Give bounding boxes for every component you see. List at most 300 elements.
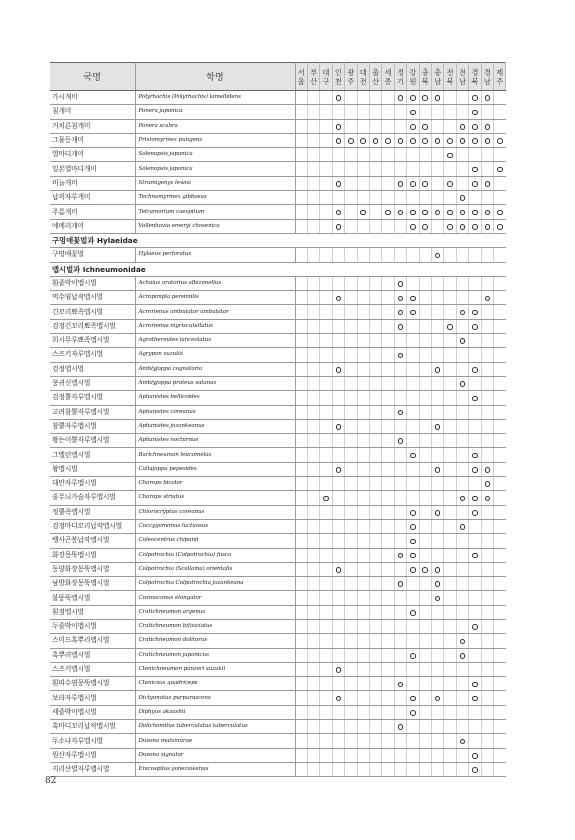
region-cell xyxy=(382,319,394,333)
region-cell xyxy=(444,105,456,119)
korean-name-cell: 일본열마디개미 xyxy=(50,162,135,176)
region-cell xyxy=(357,491,369,505)
region-cell xyxy=(456,119,468,133)
region-cell xyxy=(307,348,319,362)
presence-circle-icon xyxy=(410,524,416,530)
region-header: 서 울 xyxy=(295,63,307,91)
region-cell xyxy=(320,291,332,305)
presence-circle-icon xyxy=(360,210,366,216)
region-cell xyxy=(332,577,344,591)
region-cell xyxy=(444,319,456,333)
region-cell xyxy=(469,305,481,319)
region-cell xyxy=(456,105,468,119)
region-cell xyxy=(469,591,481,605)
presence-circle-icon xyxy=(472,467,478,473)
presence-circle-icon xyxy=(398,138,404,144)
region-cell xyxy=(431,448,443,462)
region-cell xyxy=(345,162,357,176)
region-cell xyxy=(307,762,319,776)
region-cell xyxy=(456,434,468,448)
presence-circle-icon xyxy=(447,181,453,187)
region-cell xyxy=(382,119,394,133)
region-cell xyxy=(494,605,506,619)
region-cell xyxy=(369,362,381,376)
region-cell xyxy=(320,105,332,119)
korean-name-cell: 뱅사곤봉납작맵시벌 xyxy=(50,534,135,548)
region-cell xyxy=(456,405,468,419)
region-cell xyxy=(394,191,406,205)
presence-circle-icon xyxy=(472,210,478,216)
korean-name-cell: 스즈키자루맵시벌 xyxy=(50,348,135,362)
presence-circle-icon xyxy=(485,467,491,473)
region-cell xyxy=(456,477,468,491)
presence-circle-icon xyxy=(336,696,342,702)
region-cell xyxy=(456,419,468,433)
korean-name-cell: 왕는이뿔자루맵시벌 xyxy=(50,434,135,448)
region-cell xyxy=(320,591,332,605)
korean-name-cell: 검정긴꼬리뾰족맵시벌 xyxy=(50,319,135,333)
korean-name-cell: 흰띠수염뭉뚝맵시벌 xyxy=(50,677,135,691)
region-cell xyxy=(369,662,381,676)
table-row xyxy=(50,648,506,662)
region-cell xyxy=(444,376,456,390)
region-cell xyxy=(307,205,319,219)
region-cell xyxy=(494,133,506,147)
presence-circle-icon xyxy=(398,724,404,730)
region-cell xyxy=(481,748,493,762)
region-cell xyxy=(345,119,357,133)
region-cell xyxy=(419,205,431,219)
region-cell xyxy=(481,448,493,462)
region-cell xyxy=(419,734,431,748)
presence-circle-icon xyxy=(435,138,441,144)
presence-circle-icon xyxy=(398,324,404,330)
region-cell xyxy=(456,691,468,705)
korean-name-cell: 불뚱뚝맵시벌 xyxy=(50,591,135,605)
region-cell xyxy=(332,391,344,405)
region-cell xyxy=(469,548,481,562)
presence-circle-icon xyxy=(472,124,478,130)
region-cell xyxy=(332,734,344,748)
region-cell xyxy=(456,677,468,691)
table-row xyxy=(50,548,506,562)
region-cell xyxy=(394,734,406,748)
scientific-name-cell: Coccygomimus luctuosus xyxy=(135,519,295,533)
region-cell xyxy=(369,276,381,290)
region-cell xyxy=(357,577,369,591)
presence-circle-icon xyxy=(398,95,404,101)
region-cell xyxy=(394,162,406,176)
region-cell xyxy=(332,91,344,105)
presence-circle-icon xyxy=(460,496,466,502)
region-cell xyxy=(394,176,406,190)
region-cell xyxy=(369,677,381,691)
region-cell xyxy=(431,419,443,433)
region-cell xyxy=(382,291,394,305)
region-cell xyxy=(469,219,481,233)
region-cell xyxy=(444,577,456,591)
presence-circle-icon xyxy=(485,496,491,502)
region-cell xyxy=(456,334,468,348)
presence-circle-icon xyxy=(435,253,441,259)
region-cell xyxy=(345,605,357,619)
region-cell xyxy=(307,734,319,748)
region-cell xyxy=(481,534,493,548)
scientific-name-cell: Agrothereutes lanceolatus xyxy=(135,334,295,348)
region-cell xyxy=(456,191,468,205)
region-cell xyxy=(357,677,369,691)
region-cell xyxy=(369,291,381,305)
scientific-name-cell: Strumigenys lewisi xyxy=(135,176,295,190)
table-row xyxy=(50,505,506,519)
region-cell xyxy=(357,605,369,619)
table-row xyxy=(50,577,506,591)
region-cell xyxy=(469,705,481,719)
region-cell xyxy=(394,519,406,533)
region-cell xyxy=(444,334,456,348)
region-cell xyxy=(295,291,307,305)
region-cell xyxy=(494,691,506,705)
region-cell xyxy=(394,219,406,233)
presence-circle-icon xyxy=(472,682,478,688)
region-cell xyxy=(345,505,357,519)
region-cell xyxy=(382,662,394,676)
region-cell xyxy=(295,119,307,133)
region-cell xyxy=(345,720,357,734)
region-cell xyxy=(295,648,307,662)
region-cell xyxy=(307,548,319,562)
region-cell xyxy=(431,491,443,505)
region-cell xyxy=(456,634,468,648)
region-cell xyxy=(295,534,307,548)
region-cell xyxy=(419,448,431,462)
region-cell xyxy=(444,448,456,462)
presence-circle-icon xyxy=(398,553,404,559)
region-cell xyxy=(382,248,394,262)
region-cell xyxy=(320,362,332,376)
region-cell xyxy=(382,348,394,362)
region-cell xyxy=(419,105,431,119)
table-row xyxy=(50,148,506,162)
region-cell xyxy=(320,205,332,219)
presence-circle-icon xyxy=(460,224,466,230)
region-cell xyxy=(419,562,431,576)
scientific-name-cell: Chlorocryptus coreanus xyxy=(135,505,295,519)
region-cell xyxy=(357,91,369,105)
region-cell xyxy=(307,619,319,633)
region-cell xyxy=(419,619,431,633)
region-cell xyxy=(419,662,431,676)
region-cell xyxy=(369,705,381,719)
region-cell xyxy=(332,519,344,533)
region-cell xyxy=(469,662,481,676)
region-cell xyxy=(394,748,406,762)
presence-circle-icon xyxy=(472,696,478,702)
region-cell xyxy=(431,205,443,219)
region-cell xyxy=(481,591,493,605)
presence-circle-icon xyxy=(385,138,391,144)
region-cell xyxy=(431,462,443,476)
region-cell xyxy=(431,691,443,705)
region-cell xyxy=(407,562,419,576)
region-cell xyxy=(394,391,406,405)
region-cell xyxy=(431,677,443,691)
presence-circle-icon xyxy=(472,167,478,173)
region-cell xyxy=(369,619,381,633)
region-cell xyxy=(295,362,307,376)
region-cell xyxy=(469,462,481,476)
region-cell xyxy=(407,162,419,176)
presence-circle-icon xyxy=(410,124,416,130)
scientific-name-cell: Ponera japonica xyxy=(135,105,295,119)
region-cell xyxy=(419,491,431,505)
region-cell xyxy=(494,505,506,519)
presence-circle-icon xyxy=(398,310,404,316)
region-cell xyxy=(369,305,381,319)
region-cell xyxy=(456,577,468,591)
region-cell xyxy=(357,276,369,290)
region-cell xyxy=(407,191,419,205)
region-cell xyxy=(357,634,369,648)
korean-name-cell: 먹수염납작맵시벌 xyxy=(50,291,135,305)
region-cell xyxy=(357,348,369,362)
region-cell xyxy=(494,619,506,633)
region-cell xyxy=(369,548,381,562)
region-cell xyxy=(481,119,493,133)
region-cell xyxy=(307,276,319,290)
family-group-label: 맵시벌과 Ichneumonidae xyxy=(50,262,506,276)
region-cell xyxy=(444,477,456,491)
region-cell xyxy=(369,762,381,776)
region-cell xyxy=(295,491,307,505)
scientific-name-cell: Solenopsis japonica xyxy=(135,148,295,162)
region-cell xyxy=(469,691,481,705)
region-cell xyxy=(332,276,344,290)
region-cell xyxy=(394,691,406,705)
region-cell xyxy=(407,505,419,519)
scientific-name-cell: Cratichneumon dolitorus xyxy=(135,634,295,648)
region-cell xyxy=(407,148,419,162)
table-row xyxy=(50,162,506,176)
table-row xyxy=(50,133,506,147)
presence-circle-icon xyxy=(435,467,441,473)
scientific-name-cell: Ponera scabra xyxy=(135,119,295,133)
region-cell xyxy=(295,448,307,462)
korean-name-cell: 검정맵시벌 xyxy=(50,362,135,376)
table-row xyxy=(50,720,506,734)
region-cell xyxy=(494,519,506,533)
region-cell xyxy=(307,677,319,691)
region-cell xyxy=(332,748,344,762)
region-cell xyxy=(332,548,344,562)
region-cell xyxy=(419,762,431,776)
region-cell xyxy=(481,405,493,419)
region-cell xyxy=(369,519,381,533)
region-cell xyxy=(345,634,357,648)
region-cell xyxy=(494,376,506,390)
region-cell xyxy=(394,105,406,119)
region-cell xyxy=(419,748,431,762)
region-cell xyxy=(369,319,381,333)
korean-name-cell: 비늘개미 xyxy=(50,176,135,190)
table-row xyxy=(50,276,506,290)
region-cell xyxy=(494,762,506,776)
region-cell xyxy=(419,276,431,290)
region-cell xyxy=(469,519,481,533)
region-cell xyxy=(332,205,344,219)
korean-name-cell: 긴꼬리뾰족맵시벌 xyxy=(50,305,135,319)
region-cell xyxy=(332,434,344,448)
scientific-name-cell: Charops bicolor xyxy=(135,477,295,491)
region-cell xyxy=(469,162,481,176)
region-cell xyxy=(382,91,394,105)
region-cell xyxy=(469,534,481,548)
region-cell xyxy=(469,619,481,633)
region-cell xyxy=(481,91,493,105)
korean-name-cell: 혹마디꼬리납작맵시벌 xyxy=(50,720,135,734)
region-cell xyxy=(431,748,443,762)
presence-circle-icon xyxy=(336,124,342,130)
region-cell xyxy=(431,162,443,176)
region-cell xyxy=(419,534,431,548)
region-cell xyxy=(320,519,332,533)
region-cell xyxy=(369,734,381,748)
region-cell xyxy=(407,305,419,319)
region-cell xyxy=(332,691,344,705)
region-cell xyxy=(345,419,357,433)
region-cell xyxy=(407,391,419,405)
region-cell xyxy=(345,133,357,147)
region-cell xyxy=(369,648,381,662)
table-row xyxy=(50,391,506,405)
region-cell xyxy=(469,562,481,576)
region-cell xyxy=(295,748,307,762)
region-cell xyxy=(357,376,369,390)
region-cell xyxy=(357,462,369,476)
region-cell xyxy=(295,319,307,333)
region-cell xyxy=(295,191,307,205)
region-cell xyxy=(444,748,456,762)
region-cell xyxy=(345,691,357,705)
region-cell xyxy=(494,119,506,133)
region-cell xyxy=(382,462,394,476)
region-cell xyxy=(369,720,381,734)
region-cell xyxy=(407,362,419,376)
scientific-name-cell: Ctenicsus quadriceps xyxy=(135,677,295,691)
presence-circle-icon xyxy=(485,95,491,101)
region-cell xyxy=(320,477,332,491)
region-cell xyxy=(307,191,319,205)
region-cell xyxy=(394,462,406,476)
region-cell xyxy=(382,391,394,405)
table-row xyxy=(50,248,506,262)
region-cell xyxy=(431,534,443,548)
region-cell xyxy=(320,762,332,776)
region-cell xyxy=(345,276,357,290)
scientific-name-cell: Colpotrochia Colpotrochia jozankeana xyxy=(135,577,295,591)
region-cell xyxy=(469,634,481,648)
presence-circle-icon xyxy=(410,510,416,516)
region-cell xyxy=(456,519,468,533)
region-cell xyxy=(357,434,369,448)
region-cell xyxy=(431,305,443,319)
region-cell xyxy=(456,133,468,147)
region-cell xyxy=(382,734,394,748)
presence-circle-icon xyxy=(472,95,478,101)
region-cell xyxy=(419,334,431,348)
region-cell xyxy=(369,405,381,419)
region-cell xyxy=(419,634,431,648)
region-cell xyxy=(456,562,468,576)
region-cell xyxy=(382,148,394,162)
region-cell xyxy=(444,391,456,405)
region-cell xyxy=(407,319,419,333)
region-cell xyxy=(369,448,381,462)
region-cell xyxy=(394,248,406,262)
region-cell xyxy=(369,219,381,233)
region-cell xyxy=(481,133,493,147)
korean-name-cell: 거치른침개미 xyxy=(50,119,135,133)
region-cell xyxy=(320,276,332,290)
region-cell xyxy=(407,248,419,262)
region-cell xyxy=(369,348,381,362)
korean-name-cell: 구멍애꽃벌 xyxy=(50,248,135,262)
presence-circle-icon xyxy=(472,767,478,773)
region-cell xyxy=(456,662,468,676)
scientific-name-cell: Aphanistes nocturnus xyxy=(135,434,295,448)
korean-name-cell: 그물등개미 xyxy=(50,133,135,147)
region-cell xyxy=(469,748,481,762)
region-cell xyxy=(320,434,332,448)
region-cell xyxy=(481,577,493,591)
scientific-name-cell: Charops striatus xyxy=(135,491,295,505)
region-cell xyxy=(394,305,406,319)
region-cell xyxy=(407,205,419,219)
region-cell xyxy=(469,434,481,448)
region-cell xyxy=(494,491,506,505)
scientific-name-cell: Dictyonotus purpurascens xyxy=(135,691,295,705)
korean-name-cell: 참뿔자루맵시벌 xyxy=(50,419,135,433)
region-cell xyxy=(357,162,369,176)
presence-circle-icon xyxy=(336,138,342,144)
region-cell xyxy=(494,634,506,648)
table-row xyxy=(50,291,506,305)
region-cell xyxy=(469,762,481,776)
region-cell xyxy=(332,191,344,205)
region-cell xyxy=(320,405,332,419)
presence-circle-icon xyxy=(410,710,416,716)
presence-circle-icon xyxy=(410,553,416,559)
korean-name-cell: 그멜린맵시벌 xyxy=(50,448,135,462)
region-cell xyxy=(345,405,357,419)
presence-circle-icon xyxy=(360,138,366,144)
region-cell xyxy=(307,477,319,491)
presence-circle-icon xyxy=(485,210,491,216)
region-cell xyxy=(295,519,307,533)
region-cell xyxy=(369,162,381,176)
table-row xyxy=(50,362,506,376)
region-cell xyxy=(307,219,319,233)
region-cell xyxy=(469,491,481,505)
region-cell xyxy=(481,720,493,734)
region-cell xyxy=(431,662,443,676)
region-cell xyxy=(469,362,481,376)
region-cell xyxy=(320,248,332,262)
region-cell xyxy=(357,219,369,233)
region-cell xyxy=(394,319,406,333)
region-cell xyxy=(320,720,332,734)
table-row xyxy=(50,534,506,548)
